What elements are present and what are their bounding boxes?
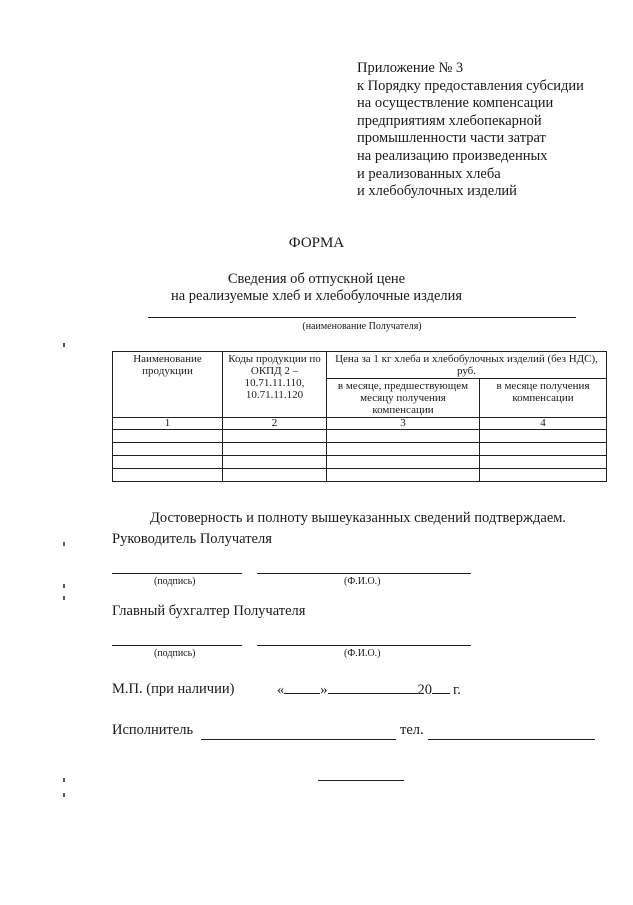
appendix-line: на реализацию произведенных	[357, 147, 548, 164]
table-cell[interactable]	[223, 469, 327, 482]
head-fio-caption: (Ф.И.О.)	[344, 576, 381, 587]
product-name-header: Наименование продукции	[113, 352, 223, 418]
accountant-fio-line[interactable]	[257, 645, 471, 646]
price-table	[112, 351, 607, 482]
appendix-line: предприятиям хлебопекарной	[357, 112, 542, 129]
table-cell[interactable]	[480, 456, 607, 469]
table-cell[interactable]	[113, 443, 223, 456]
date-year-suffix: г.	[453, 682, 461, 698]
subtitle-line-1: Сведения об отпускной цене	[227, 271, 406, 287]
head-signature-caption: (подпись)	[154, 576, 196, 587]
table-cell[interactable]	[327, 430, 480, 443]
scan-mark	[63, 343, 65, 347]
table-cell[interactable]	[223, 443, 327, 456]
table-cell[interactable]	[327, 456, 480, 469]
head-signature-line[interactable]	[112, 573, 242, 574]
table-header-row	[113, 352, 607, 379]
accountant-signature-caption: (подпись)	[154, 648, 196, 659]
scan-mark	[63, 793, 65, 797]
date-year-prefix: 20	[417, 682, 432, 698]
table-cell[interactable]	[480, 469, 607, 482]
form-title: ФОРМА	[288, 235, 345, 251]
appendix-header	[357, 60, 584, 201]
date-open-quote: «	[277, 682, 285, 698]
current-month-header: в месяце получения компенсации	[480, 379, 607, 418]
scan-mark	[63, 542, 65, 546]
recipient-caption: (наименование Получателя)	[302, 321, 422, 332]
date-year-field[interactable]	[432, 681, 450, 694]
date-close-quote: »	[320, 682, 328, 698]
table-row	[113, 430, 607, 443]
table-row	[113, 456, 607, 469]
scan-mark	[63, 584, 65, 588]
scan-mark	[63, 596, 65, 600]
accountant-fio-caption: (Ф.И.О.)	[344, 648, 381, 659]
seal-label: М.П. (при наличии)	[112, 681, 235, 697]
appendix-line: и хлебобулочных изделий	[357, 183, 517, 200]
table-row	[113, 469, 607, 482]
recipient-name-line[interactable]	[148, 317, 576, 318]
accountant-label: Главный бухгалтер Получателя	[112, 603, 306, 619]
appendix-line: и реализованных хлеба	[357, 165, 501, 182]
document-subtitle	[0, 271, 633, 305]
scan-mark	[63, 778, 65, 782]
phone-line[interactable]	[428, 739, 595, 740]
executor-label: Исполнитель	[112, 722, 194, 738]
table-cell[interactable]	[113, 456, 223, 469]
closing-line	[318, 780, 404, 781]
previous-month-header: в месяце, предшествующем месяцу получения компенсации	[327, 379, 480, 418]
column-number: 3	[327, 418, 480, 430]
appendix-line: Приложение № 3	[357, 60, 464, 76]
table-cell[interactable]	[480, 443, 607, 456]
accountant-signature-line[interactable]	[112, 645, 242, 646]
appendix-line: на осуществление компенсации	[357, 95, 554, 112]
table-cell[interactable]	[113, 469, 223, 482]
head-label: Руководитель Получателя	[112, 531, 272, 547]
date-day-field[interactable]	[284, 681, 320, 694]
confirmation-text: Достоверность и полноту вышеуказанных сведений подтверждаем.	[150, 510, 567, 526]
table-cell[interactable]	[223, 430, 327, 443]
appendix-line: промышленности части затрат	[357, 130, 546, 147]
appendix-line: к Порядку предоставления субсидии	[357, 77, 584, 94]
phone-label: тел.	[400, 722, 424, 738]
price-header: Цена за 1 кг хлеба и хлебобулочных изделий (без НДС), руб.	[327, 352, 607, 379]
table-cell[interactable]	[327, 469, 480, 482]
table-cell[interactable]	[480, 430, 607, 443]
date-month-field[interactable]	[328, 681, 418, 694]
table-cell[interactable]	[327, 443, 480, 456]
executor-name-line[interactable]	[201, 739, 396, 740]
table-cell[interactable]	[223, 456, 327, 469]
head-fio-line[interactable]	[257, 573, 471, 574]
table-row	[113, 443, 607, 456]
date-field	[277, 681, 461, 699]
table-cell[interactable]	[113, 430, 223, 443]
column-number: 4	[480, 418, 607, 430]
column-numbers-row	[113, 418, 607, 430]
subtitle-line-2: на реализуемые хлеб и хлебобулочные изделия	[170, 288, 463, 304]
column-number: 2	[223, 418, 327, 430]
column-number: 1	[113, 418, 223, 430]
okpd-codes-header: Коды продукции по ОКПД 2 – 10.71.11.110, 10.71.11.120	[223, 352, 327, 418]
